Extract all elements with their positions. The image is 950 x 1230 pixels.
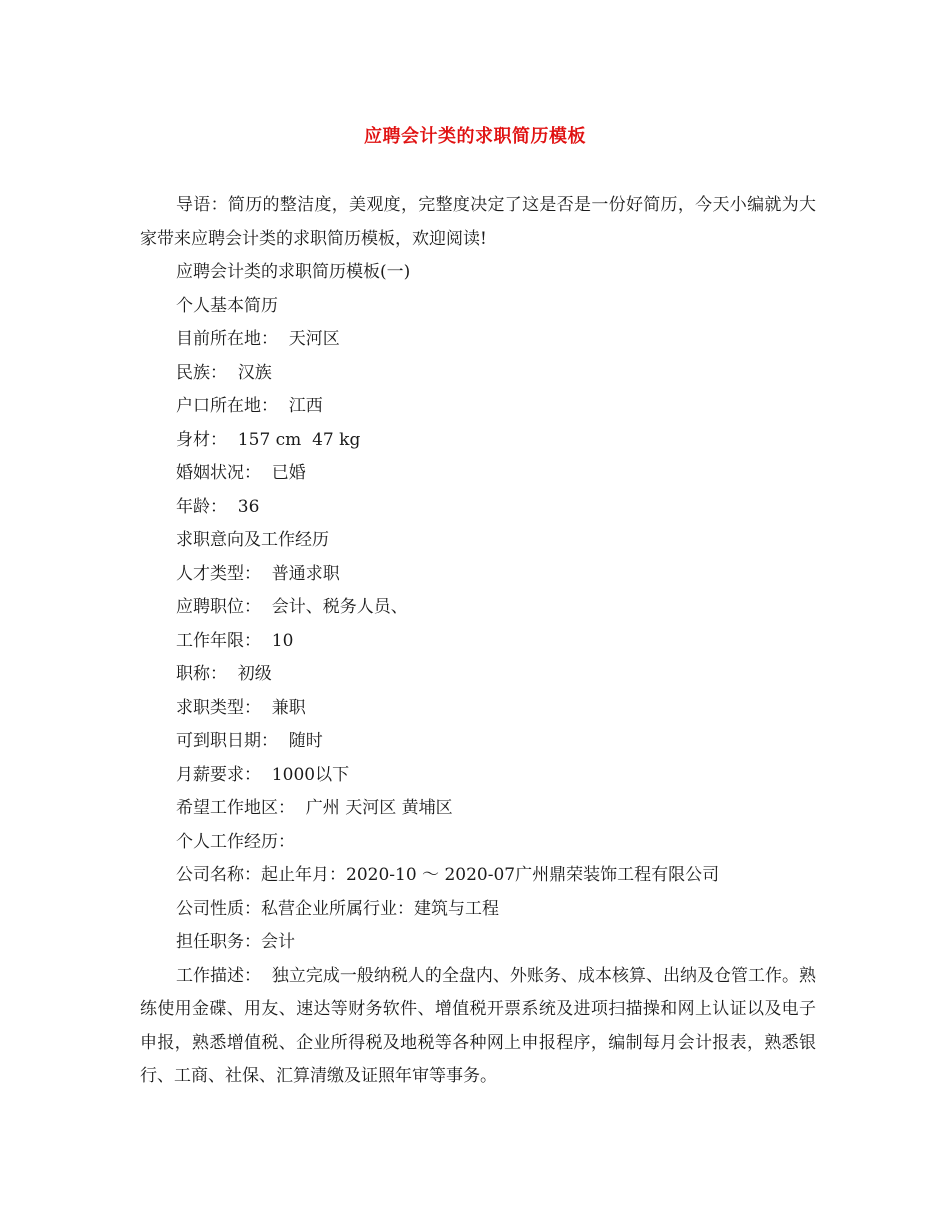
intro-paragraph: 导语：简历的整洁度，美观度，完整度决定了这是否是一份好简历，今天小编就为大家带来应聘会计类的求职简历模板，欢迎阅读! <box>140 195 816 249</box>
field-current-location: 目前所在地： 天河区 <box>176 329 340 349</box>
section-heading-template-one: 应聘会计类的求职简历模板(一) <box>176 262 411 282</box>
document-title: 应聘会计类的求职简历模板 <box>364 126 586 147</box>
field-years-experience: 工作年限： 10 <box>176 630 294 651</box>
field-job-type: 求职类型： 兼职 <box>176 697 306 718</box>
field-professional-title: 职称： 初级 <box>176 664 272 684</box>
field-ethnicity: 民族： 汉族 <box>176 362 272 383</box>
field-preferred-work-area: 希望工作地区： 广州 天河区 黄埔区 <box>176 798 453 818</box>
section-heading-work-experience: 个人工作经历： <box>176 831 295 852</box>
field-available-date: 可到职日期： 随时 <box>176 731 323 751</box>
field-position-applied: 应聘职位： 会计、税务人员、 <box>176 597 408 617</box>
field-marital-status: 婚姻状况： 已婚 <box>176 463 306 483</box>
field-height-weight: 身材： 157 cm 47 kg <box>176 429 361 450</box>
field-household-registration: 户口所在地： 江西 <box>176 396 323 416</box>
field-role-held: 担任职务：会计 <box>176 932 295 952</box>
field-talent-type: 人才类型： 普通求职 <box>176 563 340 584</box>
field-job-description: 工作描述： 独立完成一般纳税人的全盘内、外账务、成本核算、出纳及仓管工作。熟练使用金碟、用友、速达等财务软件、增值税开票系统及进项扫描操和网上认证以及电子申报，熟悉增值税、企业所得税及地税等各种网上申报程序，编制每月会计报表，熟悉银行、工商、社保、汇算清缴及证照年审等事务。 <box>140 965 816 1086</box>
field-company-name: 公司名称：起止年月：2020-10 ～ 2020-07广州鼎荣装饰工程有限公司 <box>176 865 720 885</box>
field-salary-expectation: 月薪要求： 1000以下 <box>176 764 350 785</box>
field-company-nature: 公司性质：私营企业所属行业：建筑与工程 <box>176 898 499 919</box>
document-body <box>140 189 816 1094</box>
section-heading-job-intent: 求职意向及工作经历 <box>176 530 329 550</box>
section-heading-basic-info: 个人基本简历 <box>176 295 278 316</box>
field-age: 年龄： 36 <box>176 496 260 517</box>
